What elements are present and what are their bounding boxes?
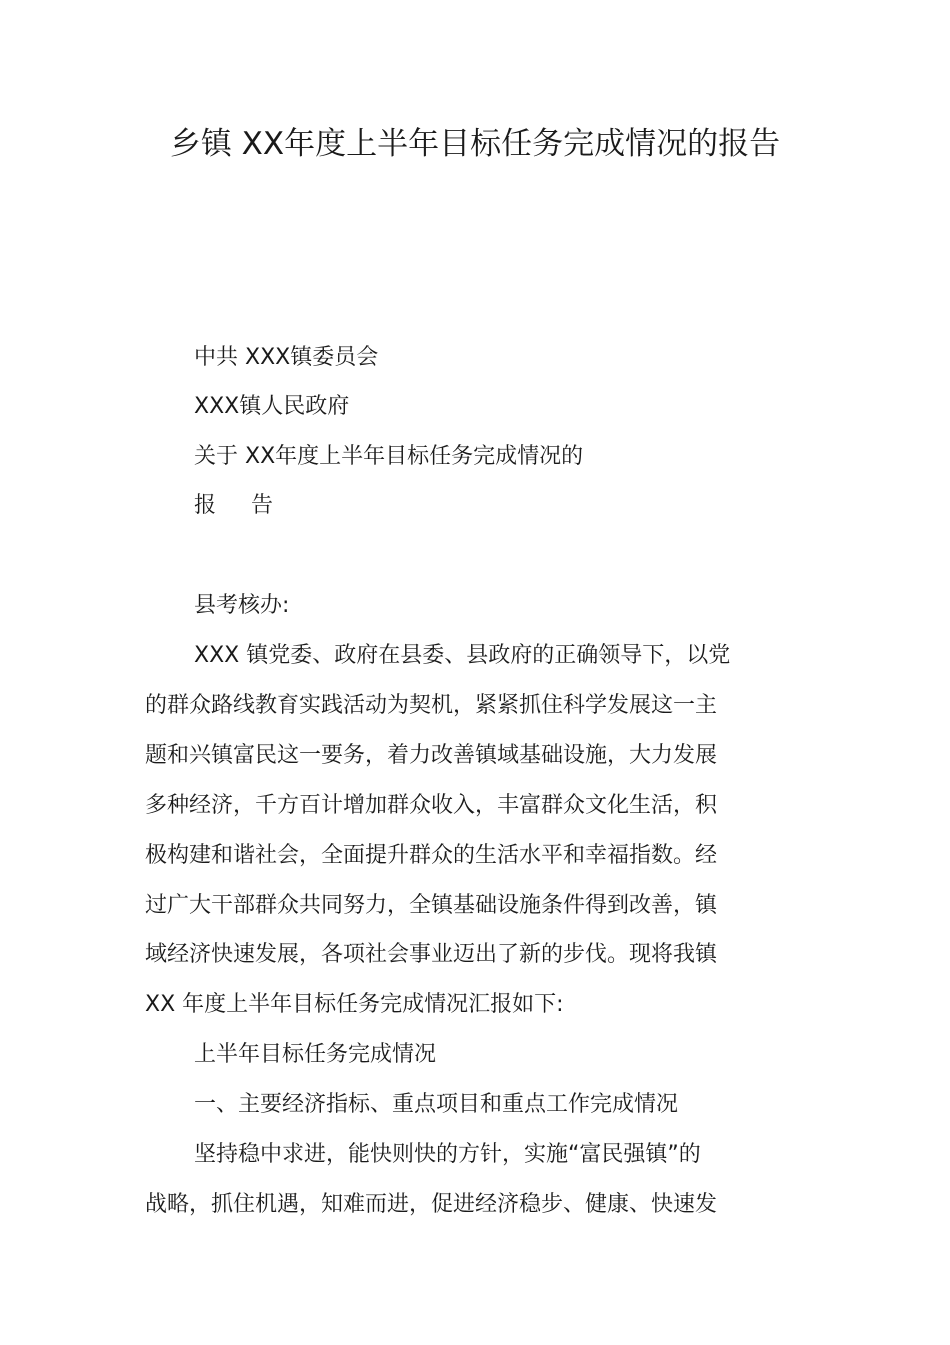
body-line: XXX 镇党委、政府在县委、县政府的正确领导下，以党 (194, 643, 731, 668)
body-line: XX 年度上半年目标任务完成情况汇报如下: (145, 992, 564, 1017)
issuer-party-committee: 中共 XXX镇委员会 (194, 345, 379, 370)
issuer-government: XXX镇人民政府 (194, 394, 350, 419)
body-line: 的群众路线教育实践活动为契机，紧紧抓住科学发展这一主 (145, 693, 718, 718)
body-line: 战略，抓住机遇，知难而进，促进经济稳步、健康、快速发 (145, 1192, 718, 1217)
body-line: 域经济快速发展，各项社会事业迈出了新的步伐。现将我镇 (145, 942, 718, 967)
report-subject-line: 关于 XX年度上半年目标任务完成情况的 (194, 444, 584, 469)
body-line: 过广大干部群众共同努力，全镇基础设施条件得到改善，镇 (145, 893, 718, 918)
body-line: 多种经济，千方百计增加群众收入，丰富群众文化生活，积 (145, 793, 718, 818)
body-line: 坚持稳中求进，能快则快的方针，实施“富民强镇”的 (194, 1142, 701, 1167)
body-line: 极构建和谐社会，全面提升群众的生活水平和幸福指数。经 (145, 843, 718, 868)
subsection-heading: 一、主要经济指标、重点项目和重点工作完成情况 (194, 1092, 679, 1117)
document-title: 乡镇 XX年度上半年目标任务完成情况的报告 (169, 126, 781, 162)
report-word: 报 告 (194, 493, 287, 518)
section-heading: 上半年目标任务完成情况 (194, 1042, 437, 1067)
body-line: 题和兴镇富民这一要务，着力改善镇域基础设施，大力发展 (145, 743, 718, 768)
salutation: 县考核办: (194, 593, 290, 618)
